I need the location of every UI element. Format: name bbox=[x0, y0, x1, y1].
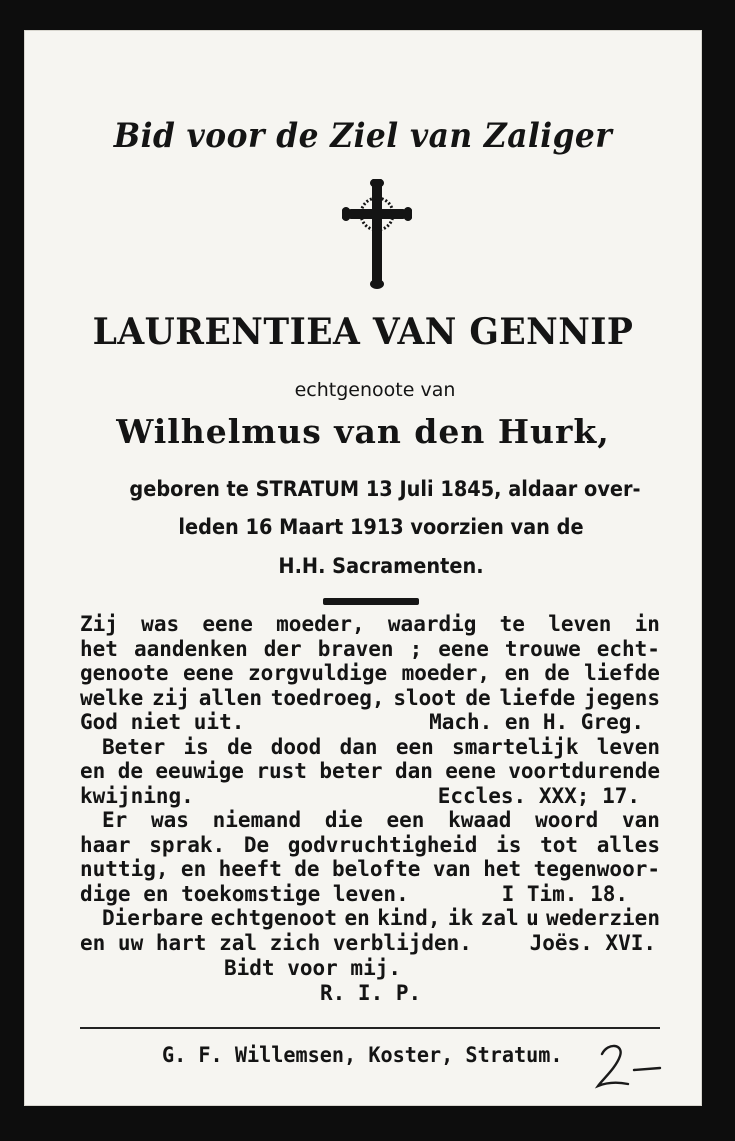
word: nuttig, bbox=[80, 857, 169, 881]
word: leven bbox=[548, 612, 612, 636]
word: der bbox=[263, 636, 302, 661]
word: leven bbox=[596, 734, 660, 759]
word: genoote bbox=[80, 661, 169, 685]
text-line bbox=[80, 784, 660, 809]
word: wederzien bbox=[546, 906, 660, 930]
word: een bbox=[395, 734, 434, 759]
word: een bbox=[386, 808, 425, 832]
word: en bbox=[80, 759, 106, 783]
word: alles bbox=[596, 832, 660, 857]
word: te bbox=[499, 612, 525, 636]
word: waardig bbox=[387, 612, 477, 636]
spouse-name: Wilhelmus van den Hurk, bbox=[116, 412, 610, 451]
word: en bbox=[180, 857, 207, 881]
word: in bbox=[634, 612, 660, 636]
word: sprak. bbox=[149, 832, 226, 857]
word: en bbox=[504, 661, 530, 685]
word: Er bbox=[102, 808, 128, 832]
word: en bbox=[344, 906, 370, 930]
word: dan bbox=[339, 734, 378, 759]
line-text: God niet uit. bbox=[80, 710, 245, 734]
word: voortdurende bbox=[508, 759, 660, 783]
word: tegenwoor- bbox=[533, 857, 660, 881]
body-text bbox=[80, 612, 660, 955]
citation: Mach. en H. Greg. bbox=[429, 710, 644, 734]
word: liefde bbox=[584, 661, 660, 685]
word: is bbox=[496, 832, 522, 857]
word: sloot bbox=[393, 685, 457, 710]
line-text: dige en toekomstige leven. bbox=[80, 881, 409, 906]
word: eene bbox=[202, 612, 253, 636]
handwritten-note bbox=[594, 1040, 664, 1090]
word: beter bbox=[319, 759, 383, 783]
text-line bbox=[80, 661, 660, 686]
word: godvruchtigheid bbox=[287, 832, 478, 857]
text-line bbox=[80, 710, 660, 735]
text-line bbox=[80, 686, 660, 711]
word: tot bbox=[540, 832, 579, 857]
word: dan bbox=[394, 759, 433, 783]
word: trouwe bbox=[504, 636, 581, 661]
word: niemand bbox=[212, 808, 302, 832]
word: welke bbox=[80, 685, 144, 710]
rip-text: R. I. P. bbox=[320, 981, 422, 1005]
word: was bbox=[151, 808, 189, 832]
word: Zij bbox=[80, 612, 118, 636]
word: Dierbare bbox=[102, 906, 204, 930]
word: eene bbox=[182, 661, 234, 685]
ornament-divider bbox=[323, 598, 419, 605]
word: zij bbox=[152, 685, 190, 710]
word: eene bbox=[438, 636, 489, 661]
word: dood bbox=[270, 734, 322, 759]
word: rust bbox=[256, 759, 307, 783]
word: van bbox=[432, 857, 471, 881]
word: liefde bbox=[499, 685, 576, 710]
word: haar bbox=[80, 832, 131, 857]
birth-line: geboren te STRATUM 13 Juli 1845, aldaar over- bbox=[129, 477, 641, 501]
card-heading: Bid voor de Ziel van Zaliger bbox=[113, 116, 613, 156]
memorial-card bbox=[24, 30, 702, 1106]
word: moeder, bbox=[276, 612, 365, 636]
word: ; bbox=[409, 636, 423, 661]
word: van bbox=[621, 808, 660, 832]
word: is bbox=[183, 734, 209, 759]
word: Beter bbox=[102, 734, 166, 759]
text-line bbox=[80, 637, 660, 662]
word: ik bbox=[447, 906, 474, 930]
text-line bbox=[80, 882, 660, 907]
spouse-intro: echtgenoote van bbox=[294, 379, 456, 401]
citation: I Tim. 18. bbox=[501, 881, 628, 906]
word: toedroeg, bbox=[270, 685, 385, 710]
text-line bbox=[80, 612, 660, 637]
word: u bbox=[526, 906, 539, 930]
word: zal bbox=[480, 906, 519, 930]
word: braven bbox=[317, 636, 394, 661]
word: moeder, bbox=[401, 661, 491, 685]
word: De bbox=[243, 832, 270, 857]
word: eene bbox=[445, 759, 496, 783]
text-line bbox=[80, 931, 660, 956]
text-line bbox=[80, 833, 660, 858]
word: allen bbox=[198, 685, 262, 710]
citation: Joës. XVI. bbox=[529, 930, 656, 955]
word: jegens bbox=[584, 685, 660, 710]
word: smartelijk bbox=[452, 734, 579, 759]
word: het bbox=[483, 857, 522, 881]
word: was bbox=[141, 612, 180, 636]
deceased-name: LAURENTIEA VAN GENNIP bbox=[92, 311, 634, 353]
line-text: en uw hart zal zich verblijden. bbox=[80, 930, 472, 955]
text-line bbox=[80, 759, 660, 784]
text-line bbox=[80, 857, 660, 882]
word: echt- bbox=[596, 636, 660, 661]
word: de bbox=[465, 685, 491, 710]
printer-credit: G. F. Willemsen, Koster, Stratum. bbox=[162, 1043, 563, 1067]
word: echtgenoot bbox=[210, 906, 338, 930]
word: kwaad bbox=[448, 808, 512, 832]
cross-icon bbox=[342, 179, 412, 291]
word: de bbox=[544, 661, 570, 685]
word: het bbox=[80, 636, 118, 661]
line-text: kwijning. bbox=[80, 783, 194, 808]
word: de bbox=[227, 734, 253, 759]
footer-rule bbox=[80, 1027, 660, 1029]
death-line: leden 16 Maart 1913 voorzien van de bbox=[178, 515, 584, 539]
word: zorgvuldige bbox=[248, 661, 388, 685]
word: belofte bbox=[331, 857, 421, 881]
text-line bbox=[80, 735, 660, 760]
word: de bbox=[294, 857, 320, 881]
word: aandenken bbox=[133, 636, 248, 661]
closing-prayer: Bidt voor mij. bbox=[224, 956, 402, 980]
word: woord bbox=[535, 808, 599, 832]
word: die bbox=[324, 808, 363, 832]
citation: Eccles. XXX; 17. bbox=[437, 783, 640, 808]
word: kind, bbox=[377, 906, 441, 930]
word: eeuwige bbox=[155, 759, 244, 783]
word: de bbox=[117, 759, 143, 783]
sacraments-line: H.H. Sacramenten. bbox=[278, 554, 484, 578]
word: heeft bbox=[218, 857, 282, 881]
text-line bbox=[80, 808, 660, 833]
text-line bbox=[80, 906, 660, 931]
